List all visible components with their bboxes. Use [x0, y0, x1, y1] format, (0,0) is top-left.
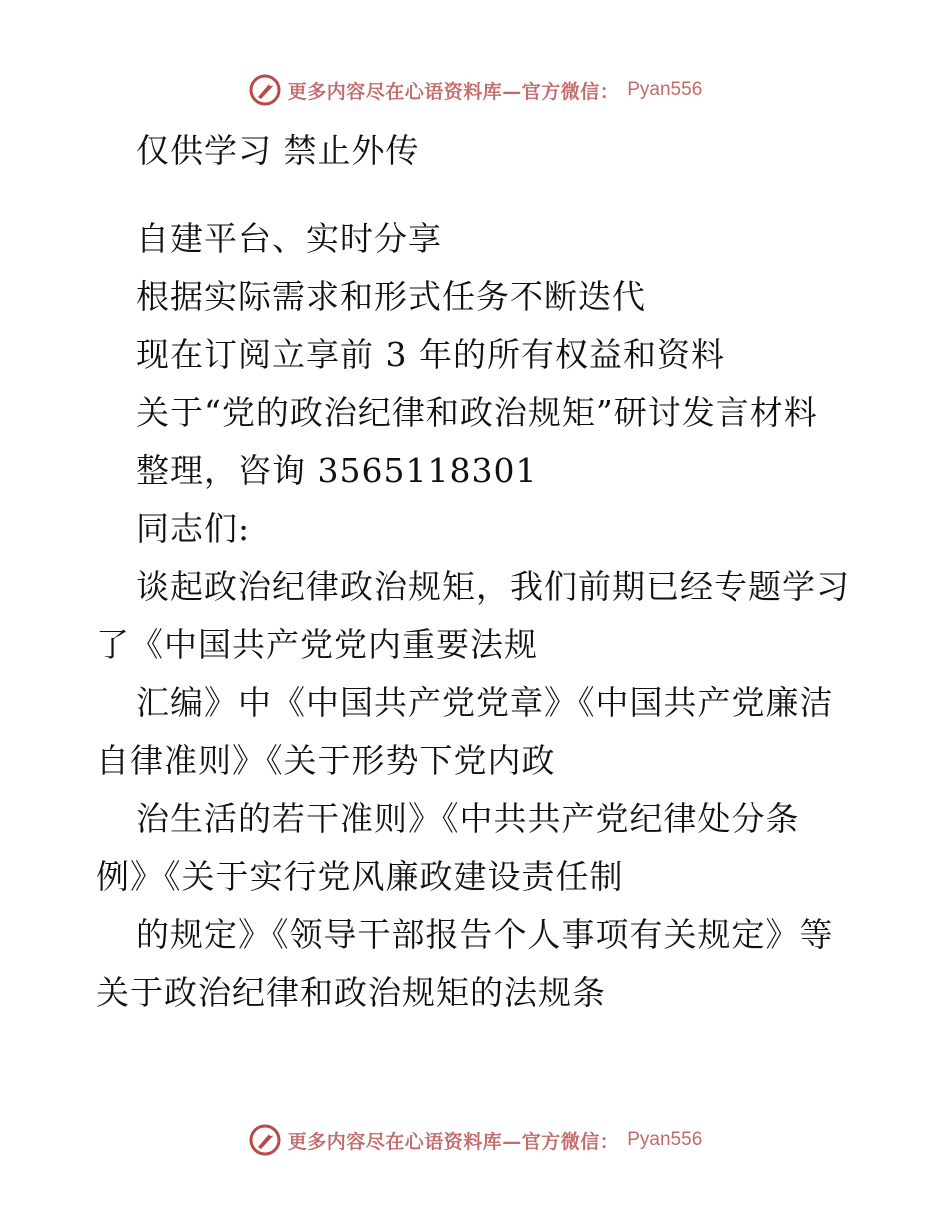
- notice-line: 仅供学习 禁止外传: [136, 131, 420, 170]
- banner-wechat-id: Pyan556: [627, 1129, 703, 1150]
- document-title: 关于“党的政治纪律和政治规矩”研讨发言材料: [136, 393, 818, 432]
- banner-wechat-id: Pyan556: [627, 79, 703, 100]
- text-line: 治生活的若干准则》《中共共产党纪律处分条: [136, 799, 800, 838]
- banner-text: 更多内容尽在心语资料库—官方微信：: [287, 1130, 620, 1153]
- footer-banner-content: [248, 1123, 703, 1157]
- document-body: [96, 122, 856, 1022]
- banner-text: 更多内容尽在心语资料库—官方微信：: [287, 80, 620, 103]
- text-line: 汇编》中《中国共产党党章》《中国共产党廉洁: [136, 683, 834, 722]
- footer-banner: [0, 1120, 950, 1160]
- pen-nib-logo-icon: [248, 1123, 282, 1157]
- pen-nib-logo-icon: [248, 73, 282, 107]
- text-line: 了《中国共产党党内重要法规: [96, 625, 538, 664]
- text-line: 现在订阅立享前 3 年的所有权益和资料: [136, 335, 725, 374]
- salutation: 同志们:: [136, 509, 251, 548]
- header-banner: [0, 70, 950, 110]
- paragraph-gap: [96, 180, 856, 210]
- header-banner-content: [248, 73, 703, 107]
- text-line: 自建平台、实时分享: [136, 219, 442, 258]
- contact-line: 整理，咨询 3565118301: [136, 451, 538, 490]
- text-line: 关于政治纪律和政治规矩的法规条: [96, 973, 606, 1012]
- text-line: 谈起政治纪律政治规矩，我们前期已经专题学习: [136, 567, 850, 606]
- text-line: 例》《关于实行党风廉政建设责任制: [96, 857, 624, 896]
- text-line: 根据实际需求和形式任务不断迭代: [136, 277, 646, 316]
- text-line: 的规定》《领导干部报告个人事项有关规定》等: [136, 915, 834, 954]
- text-line: 自律准则》《关于形势下党内政: [96, 741, 556, 780]
